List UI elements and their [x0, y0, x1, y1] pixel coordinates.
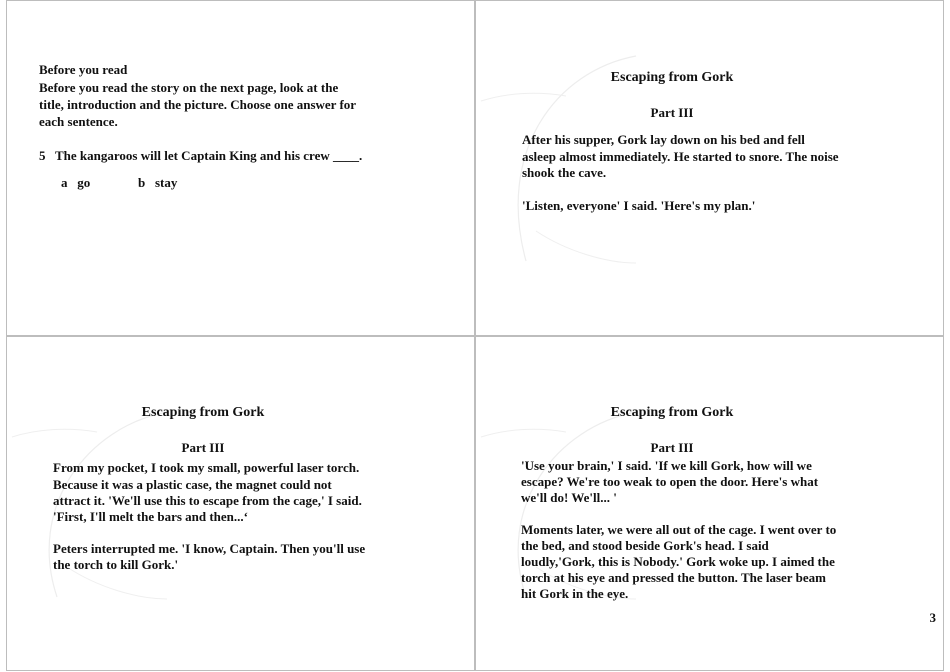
paragraph-2-line-2: the bed, and stood beside Gork's head. I said — [521, 538, 769, 553]
paragraph-2: 'Listen, everyone' I said. 'Here's my plan.' — [522, 198, 756, 213]
instructions-line-1: Before you read the story on the next page, look at the — [39, 80, 339, 95]
slide-panel-before-you-read — [6, 0, 475, 336]
paragraph-1-line-3: shook the cave. — [522, 165, 607, 180]
story-title: Escaping from Gork — [141, 405, 265, 420]
part-label: Part III — [650, 440, 694, 455]
option-a-text: go — [77, 175, 91, 190]
story-title: Escaping from Gork — [610, 405, 734, 420]
page-number: 3 — [929, 610, 936, 625]
paragraph-1-line-1: 'Use your brain,' I said. 'If we kill Gork, how will we — [521, 458, 812, 473]
paragraph-1-line-3: we'll do! We'll... ' — [521, 490, 617, 505]
paragraph-1-line-2: Because it was a plastic case, the magnet could not — [53, 477, 332, 492]
before-you-read-heading: Before you read — [39, 62, 128, 77]
instructions-line-3: each sentence. — [39, 114, 118, 129]
part-label: Part III — [650, 105, 694, 120]
story-title: Escaping from Gork — [610, 70, 734, 85]
paragraph-1-line-3: attract it. 'We'll use this to escape from the cage,' I said. — [53, 493, 362, 508]
paragraph-1-line-2: asleep almost immediately. He started to snore. The noise — [522, 149, 839, 164]
part-label: Part III — [181, 440, 225, 455]
slide-panel-escaping-part-3-c — [475, 336, 944, 671]
paragraph-1-line-2: escape? We're too weak to open the door. Here's what — [521, 474, 819, 489]
paragraph-1-line-4: 'First, I'll melt the bars and then...‘ — [53, 509, 248, 524]
paragraph-2-line-4: torch at his eye and pressed the button. The laser beam — [521, 570, 826, 585]
paragraph-1-line-1: From my pocket, I took my small, powerful laser torch. — [53, 460, 360, 475]
paragraph-2-line-1: Moments later, we were all out of the cage. I went over to — [521, 522, 837, 537]
option-b-text: stay — [154, 175, 178, 190]
slide-panel-escaping-part-3-a — [475, 0, 944, 336]
paragraph-2-line-2: the torch to kill Gork.' — [53, 557, 179, 572]
paragraph-2-line-3: loudly,'Gork, this is Nobody.' Gork woke up. I aimed the — [521, 554, 835, 569]
option-b — [138, 174, 177, 191]
option-a-letter: a — [61, 175, 68, 190]
instructions-line-2: title, introduction and the picture. Choose one answer for — [39, 97, 357, 112]
option-b-letter: b — [138, 175, 146, 190]
option-a — [61, 174, 90, 191]
question-5: 5 The kangaroos will let Captain King and his crew ____. — [39, 148, 363, 163]
paragraph-1-line-1: After his supper, Gork lay down on his bed and fell — [522, 132, 805, 147]
paragraph-2-line-5: hit Gork in the eye. — [521, 586, 629, 601]
paragraph-2-line-1: Peters interrupted me. 'I know, Captain. Then you'll use — [53, 541, 366, 556]
slide-panel-escaping-part-3-b — [6, 336, 475, 671]
